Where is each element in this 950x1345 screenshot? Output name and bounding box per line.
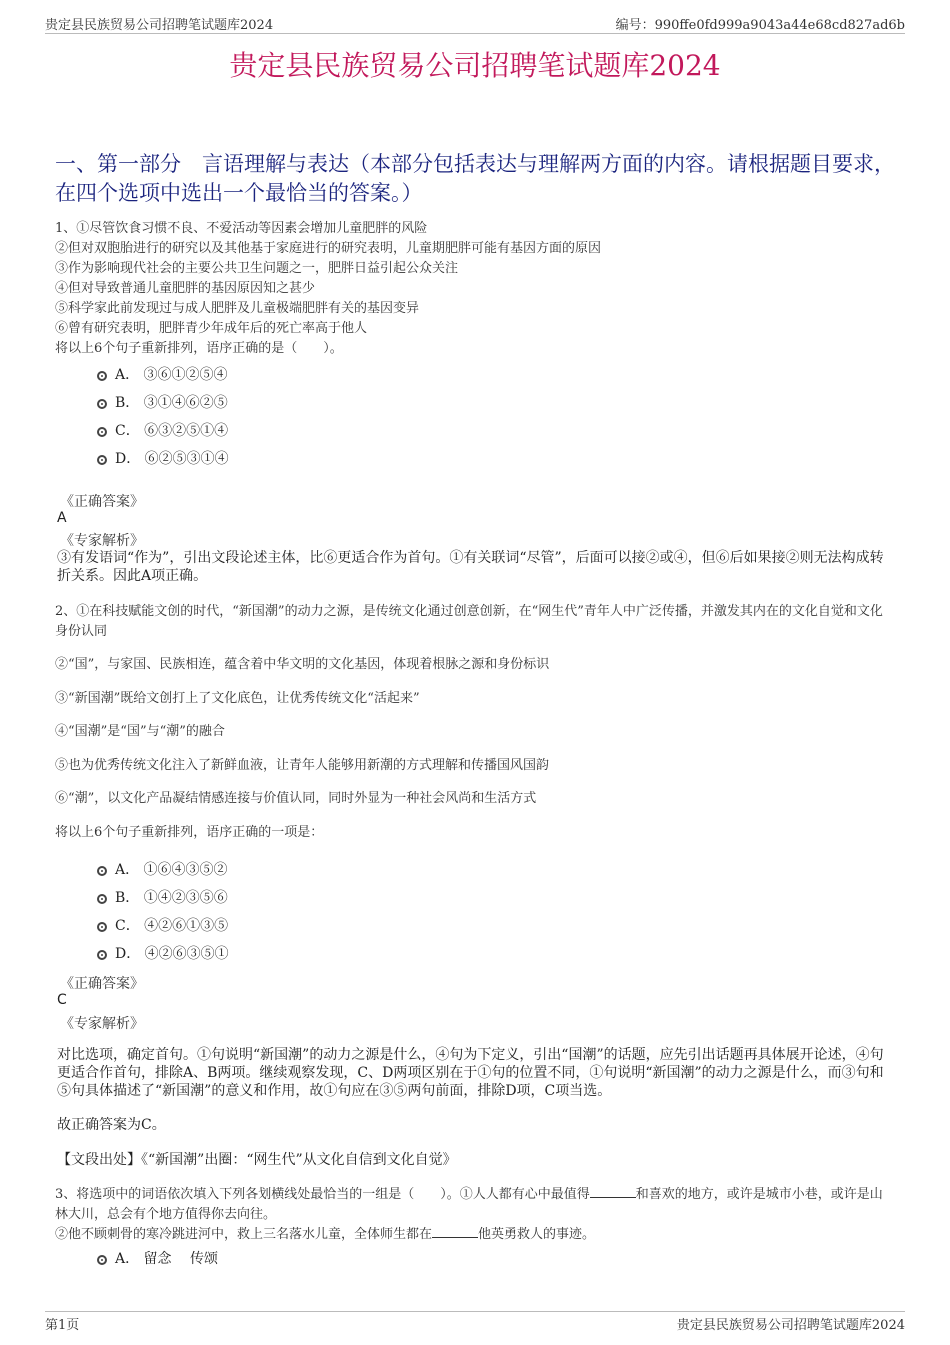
q3-text: 3、将选项中的词语依次填入下列各划横线处最恰当的一组是（ ）。①人人都有心中最值得 [55,1187,590,1202]
q3-text: 他英勇救人的事迹。 [478,1227,596,1242]
q1-line: ③作为影响现代社会的主要公共卫生问题之一，肥胖日益引起公众关注 [55,261,459,276]
q2-analysis-label: 《专家解析》 [60,1016,144,1032]
q2-source: 【文段出处】《“新国潮”出圈：“网生代”从文化自信到文化自觉》 [57,1152,457,1168]
fill-blank [432,1225,478,1238]
q1-line: ⑥曾有研究表明，肥胖青少年成年后的死亡率高于他人 [55,321,368,336]
q1-answer-label: 《正确答案》 [60,494,144,510]
q2-option-a[interactable] [97,859,228,879]
section-heading: 一、第一部分 言语理解与表达（本部分包括表达与理解两方面的内容。请根据题目要求，在四个选项中选出一个最恰当的答案。） [55,152,895,205]
radio-icon[interactable] [97,455,107,465]
q1-option-b[interactable] [97,392,228,412]
footer-divider [45,1311,905,1312]
q1-answer: A [57,510,67,526]
radio-icon[interactable] [97,950,107,960]
header-doc-id: 编号：990ffe0fd999a9043a44e68cd827ad6b [615,18,905,33]
q1-analysis: ③有发语词“作为”，引出文段论述主体，比⑥更适合作为首句。①有关联词“尽管”，后面可以接②或④，但⑥后如果接②则无法构成转折关系。因此A项正确。 [57,550,884,584]
footer-title: 贵定县民族贸易公司招聘笔试题库2024 [676,1318,905,1333]
q1-option-a-label: A． ③⑥①②⑤④ [115,367,228,383]
q1-line: ⑤科学家此前发现过与成人肥胖及儿童极端肥胖有关的基因变异 [55,301,420,316]
fill-blank [590,1185,636,1198]
q2-option-c[interactable] [97,915,228,935]
q2-option-c-label: C． ④②⑥①③⑤ [115,918,229,934]
q2-conclusion: 故正确答案为C。 [57,1117,166,1133]
q1-line: ④但对导致普通儿童肥胖的基因原因知之甚少 [55,281,316,296]
q2-answer-label: 《正确答案》 [60,976,144,992]
q1-line: ②但对双胞胎进行的研究以及其他基于家庭进行的研究表明，儿童期肥胖可能有基因方面的原因 [55,241,602,256]
page-title: 贵定县民族贸易公司招聘笔试题库2024 [229,49,721,82]
header-divider [45,33,905,34]
radio-icon[interactable] [97,866,107,876]
q1-option-c-label: C． ⑥③②⑤①④ [115,423,229,439]
q1-option-b-label: B． ③①④⑥②⑤ [115,395,228,411]
q1-option-c[interactable] [97,420,228,440]
q2-option-b[interactable] [97,887,228,907]
q1-option-a[interactable] [97,364,228,384]
q2-line: 2、①在科技赋能文创的时代，“新国潮”的动力之源，是传统文化通过创意创新，在“网生代”青年人中广泛传播，并激发其内在的文化自觉和文化身份认同 [55,604,883,639]
q2-analysis: 对比选项，确定首句。①句说明“新国潮”的动力之源是什么，④句为下定义，引出“国潮”的话题，应先引出话题再具体展开论述，④句更适合作首句，排除A、B两项。继续观察发现，C、D两项区别在于①句的位置不同，①句说明“新国潮”的动力之源是什么，而③句和⑤句具体描述了“新国潮”的意义和作用，故①句应在③⑤两句前面，排除D项，C项当选。 [57,1047,884,1099]
radio-icon[interactable] [97,399,107,409]
q1-line: 1、①尽管饮食习惯不良、不爱活动等因素会增加儿童肥胖的风险 [55,221,428,236]
q1-analysis-label: 《专家解析》 [60,533,144,549]
page-number: 第1页 [45,1318,80,1333]
q2-option-d[interactable] [97,943,229,963]
q2-option-b-label: B． ①④②③⑤⑥ [115,890,228,906]
q2-line: ②“国”，与家国、民族相连，蕴含着中华文明的文化基因，体现着根脉之源和身份标识 [55,657,550,672]
radio-icon[interactable] [97,1255,107,1265]
q2-answer: C [57,992,67,1008]
q3-option-a[interactable] [97,1248,218,1268]
question-1-stem [55,219,895,359]
q1-line: 将以上6个句子重新排列，语序正确的是（ ）。 [55,341,343,356]
header-title: 贵定县民族贸易公司招聘笔试题库2024 [45,18,274,33]
radio-icon[interactable] [97,427,107,437]
radio-icon[interactable] [97,922,107,932]
q2-option-d-label: D． ④②⑥③⑤① [115,946,229,962]
q2-line: ③“新国潮”既给文创打上了文化底色，让优秀传统文化“活起来” [55,691,420,706]
question-3-stem [55,1185,895,1245]
q2-line: ⑤也为优秀传统文化注入了新鲜血液，让青年人能够用新潮的方式理解和传播国风国韵 [55,758,550,773]
q1-option-d[interactable] [97,448,229,468]
q2-line: ⑥“潮”，以文化产品凝结情感连接与价值认同，同时外显为一种社会风尚和生活方式 [55,791,537,806]
q2-option-a-label: A． ①⑥④③⑤② [115,862,228,878]
radio-icon[interactable] [97,371,107,381]
q3-option-a-label: A． 留念 传颂 [115,1251,219,1267]
q1-option-d-label: D． ⑥②⑤③①④ [115,451,229,467]
radio-icon[interactable] [97,894,107,904]
q3-text: 和喜欢的地方，或许是城市小巷，或许是山林大川，总会有个地方值得你去向往。 [55,1187,883,1222]
q2-line: 将以上6个句子重新排列，语序正确的一项是： [55,825,324,840]
q2-line: ④“国潮”是“国”与“潮”的融合 [55,724,225,739]
q3-text: ②他不顾刺骨的寒冷跳进河中，救上三名落水儿童，全体师生都在 [55,1227,433,1242]
